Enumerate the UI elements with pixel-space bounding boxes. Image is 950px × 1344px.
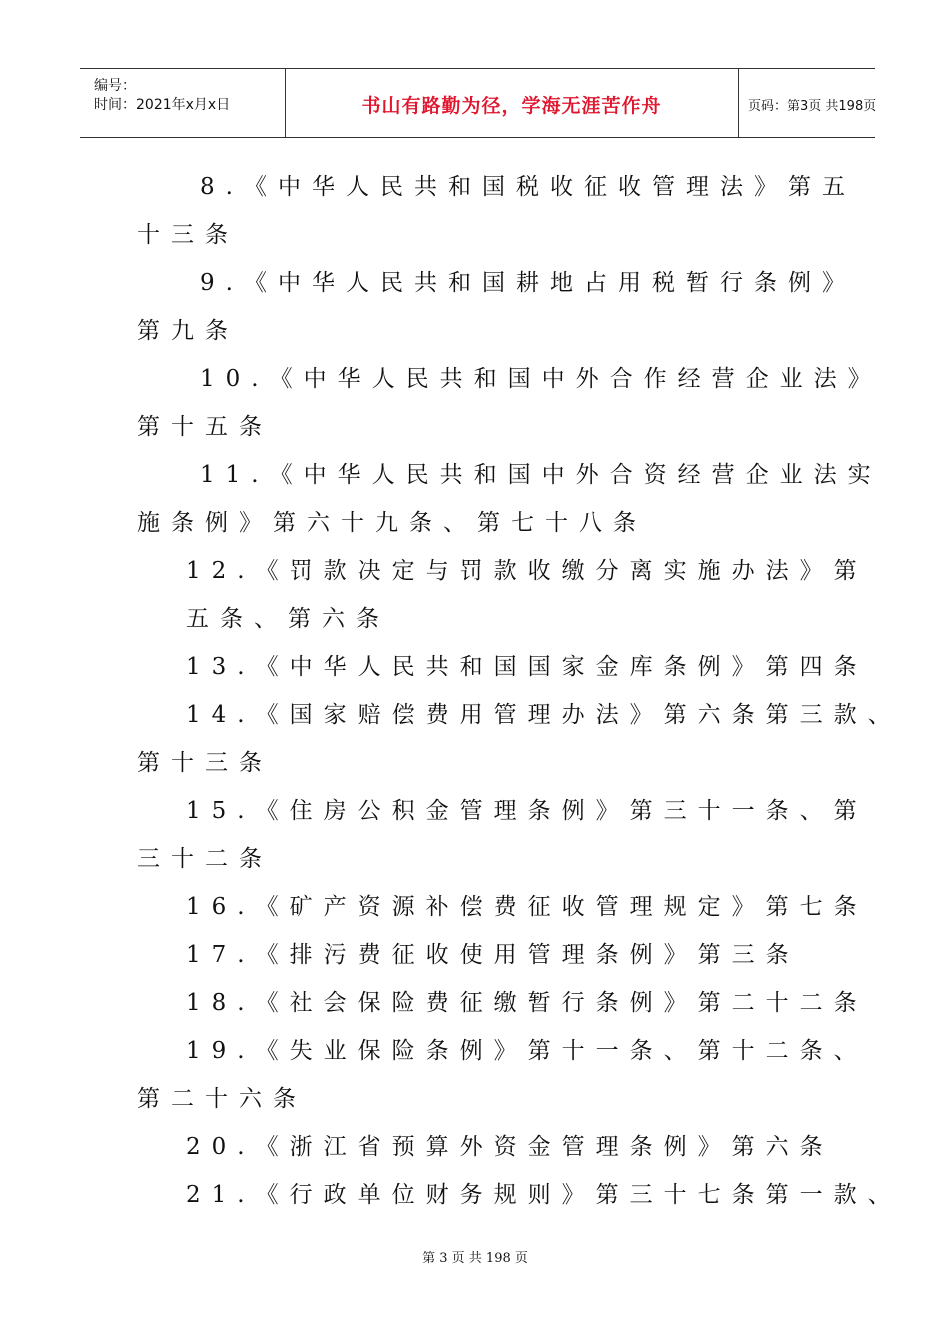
text-line: 10.《中华人民共和国中外合作经营企业法》 — [200, 366, 882, 392]
text-line: 17.《排污费征收使用管理条例》第三条 — [186, 942, 800, 968]
document-number-label: 编号： — [94, 78, 136, 94]
header-page-label: 页码：第3页 共198页 — [748, 99, 877, 114]
header-meta-cell — [80, 69, 286, 137]
text-line: 第二十六条 — [137, 1086, 307, 1112]
text-line: 18.《社会保险费征缴暂行条例》第二十二条 — [186, 990, 868, 1016]
text-line: 14.《国家赔偿费用管理办法》第六条第三款、 — [186, 702, 902, 728]
text-line: 12.《罚款决定与罚款收缴分离实施办法》第 — [186, 558, 868, 584]
text-line: 第九条 — [137, 318, 239, 344]
text-line: 三十二条 — [137, 846, 273, 872]
page-footer: 第 3 页 共 198 页 — [422, 1251, 528, 1266]
text-line: 13.《中华人民共和国国家金库条例》第四条 — [186, 654, 868, 680]
text-line: 11.《中华人民共和国中外合资经营企业法实 — [200, 462, 882, 488]
text-line: 十三条 — [137, 222, 239, 248]
header-motto-cell — [285, 69, 739, 137]
text-line: 第十三条 — [137, 750, 273, 776]
text-line: 第十五条 — [137, 414, 273, 440]
text-line: 五条、第六条 — [186, 606, 390, 632]
header-page-cell — [738, 69, 875, 137]
text-line: 9.《中华人民共和国耕地占用税暂行条例》 — [200, 270, 856, 296]
text-line: 15.《住房公积金管理条例》第三十一条、第 — [186, 798, 868, 824]
text-line: 20.《浙江省预算外资金管理条例》第六条 — [186, 1134, 834, 1160]
text-line: 19.《失业保险条例》第十一条、第十二条、 — [186, 1038, 868, 1064]
header-motto: 书山有路勤为径，学海无涯苦作舟 — [361, 95, 662, 117]
page-header — [80, 68, 875, 138]
text-line: 21.《行政单位财务规则》第三十七条第一款、 — [186, 1182, 902, 1208]
text-line: 施条例》第六十九条、第七十八条 — [137, 510, 647, 536]
text-line: 16.《矿产资源补偿费征收管理规定》第七条 — [186, 894, 868, 920]
document-time-label: 时间：2021年x月x日 — [94, 97, 231, 113]
text-line: 8.《中华人民共和国税收征收管理法》第五 — [200, 174, 856, 200]
